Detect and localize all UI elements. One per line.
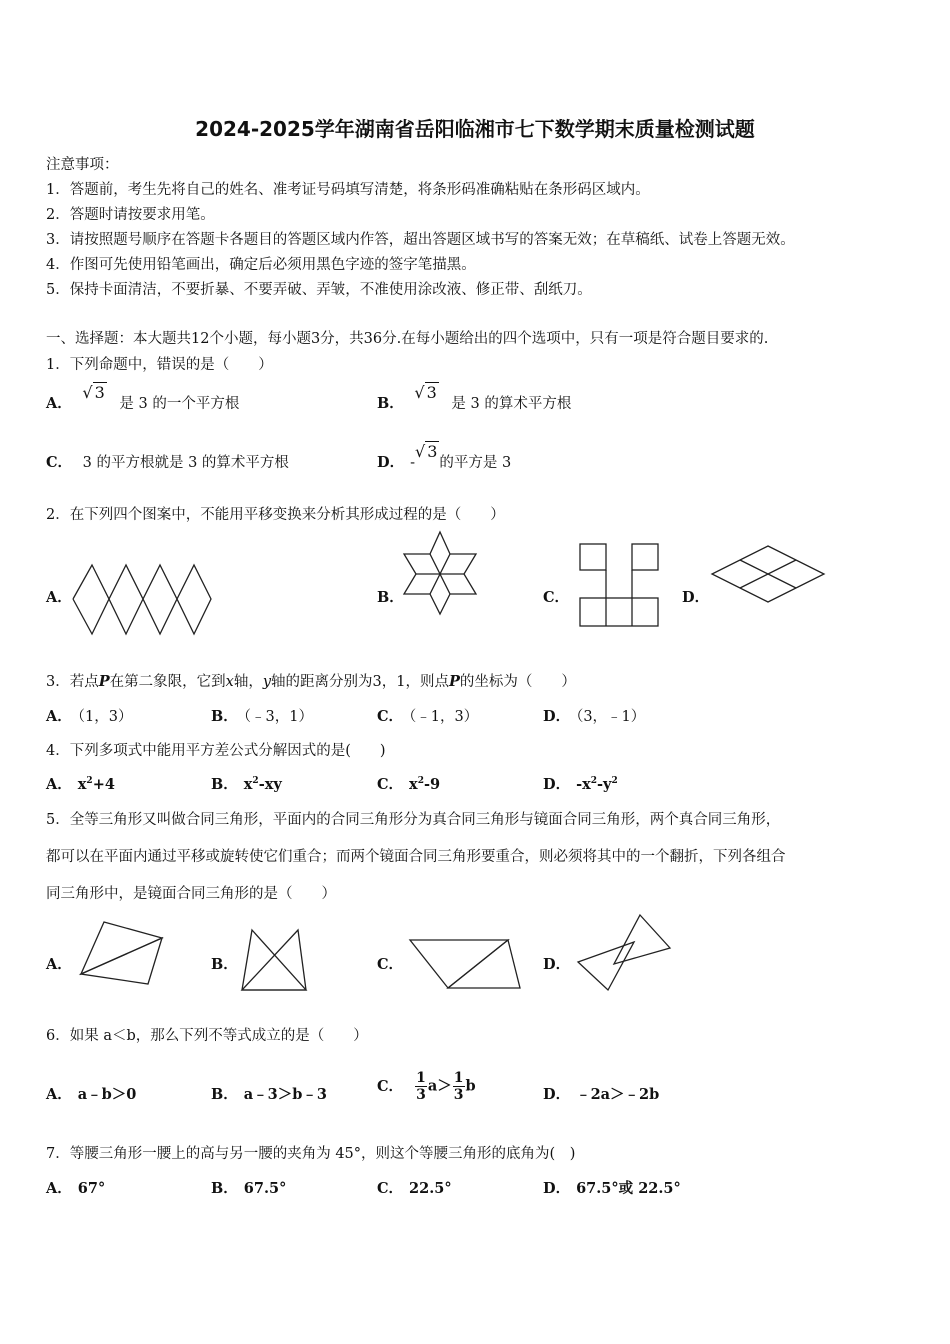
q6-c-fraction-1: $\frac{1}{3}$ — [416, 1070, 426, 1103]
q1-a-text: 是 3 的一个平方根 — [119, 396, 240, 412]
q1-d-letter: D． — [377, 454, 405, 471]
q5-label-a: A． — [46, 956, 72, 973]
section-heading: 一、选择题：本大题共12个小题，每小题3分，共36分.在每小题给出的四个选项中，只有一项是符合题目要求的. — [46, 331, 769, 347]
q5-label-d: D． — [543, 956, 571, 973]
q5-line-2: 都可以在平面内通过平移或旋转使它们重合；而两个镜面合同三角形要重合，则必须将其中的一个翻折，下列各组合 — [46, 849, 786, 865]
q6-option-c: C． $\frac{1}{3}$ a＞ $\frac{1}{3}$ b — [377, 1070, 476, 1103]
q5-line-1: 5．全等三角形又叫做合同三角形，平面内的合同三角形分为真合同三角形与镜面合同三角形，两个真合同三角形， — [46, 812, 781, 828]
q2-label-c: C． — [543, 589, 570, 606]
q6-option-b: B． a﹣3＞b﹣3 — [211, 1086, 327, 1103]
q1-b-sqrt: √ 3 — [414, 383, 437, 402]
q4-option-c: C． $x^2-9$ — [377, 776, 441, 793]
q3-stem: 3．若点P在第二象限，它到x轴，y轴的距离分别为3，1，则点P的坐标为（ ） — [46, 673, 576, 690]
q2-figure-b-star — [402, 530, 482, 638]
q7-option-b: B． 67.5° — [211, 1180, 287, 1197]
q2-stem: 2．在下列四个图案中，不能用平移变换来分析其形成过程的是（ ） — [46, 507, 505, 523]
page-title: 2024-2025学年湖南省岳阳临湘市七下数学期末质量检测试题 — [195, 117, 755, 141]
q1-option-b — [377, 383, 572, 413]
q2-figure-c-squares — [578, 542, 660, 630]
q2-figure-a-zigzag-rhombi — [70, 562, 215, 638]
notice-heading: 注意事项： — [46, 157, 119, 173]
q5-label-b: B． — [211, 956, 238, 973]
q1-option-c — [46, 451, 289, 472]
q3-option-d: D． （3，﹣1） — [543, 708, 646, 725]
q5-figure-a-triangles — [76, 918, 168, 988]
q1-a-sqrt: √ 3 — [82, 383, 105, 402]
q4-option-d: D． $-x^2-y^2$ — [543, 776, 618, 793]
q1-option-d — [377, 442, 512, 472]
q1-c-text: 3 的平方根就是 3 的算术平方根 — [82, 455, 289, 471]
notice-item-1: 1．答题前，考生先将自己的姓名、准考证号码填写清楚，将条形码准确粘贴在条形码区域内。 — [46, 182, 650, 198]
q6-stem: 6．如果 a＜b，那么下列不等式成立的是（ ） — [46, 1028, 368, 1044]
q6-option-a: A． a﹣b＞0 — [46, 1086, 137, 1103]
notice-item-3: 3．请按照题号顺序在答题卡各题目的答题区域内作答，超出答题区域书写的答案无效；在草稿纸、试卷上答题无效。 — [46, 232, 795, 248]
q2-figure-d-rhombus-grid — [708, 544, 828, 606]
q1-a-letter: A． — [46, 395, 72, 412]
notice-item-2: 2．答题时请按要求用笔。 — [46, 207, 215, 223]
q2-label-a: A． — [46, 589, 72, 606]
q3-option-a: A． （1，3） — [46, 708, 133, 725]
q4-option-a: A． $x^2+4$ — [46, 776, 115, 793]
q5-label-c: C． — [377, 956, 404, 973]
q1-b-letter: B． — [377, 395, 404, 412]
notice-item-4: 4．作图可先使用铅笔画出，确定后必须用黑色字迹的签字笔描黑。 — [46, 257, 476, 273]
q5-figure-d-triangles — [574, 912, 676, 994]
q7-option-d: D． 67.5°或 22.5° — [543, 1180, 681, 1197]
q1-d-text: 的平方是 3 — [439, 455, 512, 471]
q4-stem: 4．下列多项式中能用平方差公式分解因式的是( ) — [46, 743, 386, 759]
q1-option-a — [46, 383, 240, 413]
q1-b-text: 是 3 的算术平方根 — [451, 396, 572, 412]
q3-option-b: B． （﹣3，1） — [211, 708, 313, 725]
q5-figure-c-triangles — [408, 936, 524, 992]
q5-figure-b-triangles — [240, 926, 310, 994]
q1-stem: 1．下列命题中，错误的是（ ） — [46, 357, 273, 373]
q1-c-letter: C． — [46, 454, 73, 471]
q6-c-fraction-2: $\frac{1}{3}$ — [453, 1070, 464, 1103]
q1-d-minus: - — [410, 455, 415, 471]
q5-line-3: 同三角形中，是镜面合同三角形的是（ ） — [46, 886, 336, 902]
q3-option-c: C． （﹣1，3） — [377, 708, 479, 725]
q7-option-a: A． 67° — [46, 1180, 106, 1197]
q7-stem: 7．等腰三角形一腰上的高与另一腰的夹角为 45°，则这个等腰三角形的底角为( ) — [46, 1146, 576, 1162]
q6-option-d: D． ﹣2a＞﹣2b — [543, 1086, 660, 1103]
q4-option-b: B． $x^2-xy$ — [211, 776, 282, 793]
notice-item-5: 5．保持卡面清洁，不要折暴、不要弄破、弄皱，不准使用涂改液、修正带、刮纸刀。 — [46, 282, 592, 298]
q1-d-sqrt: √ 3 — [414, 442, 438, 461]
q7-option-c: C． 22.5° — [377, 1180, 452, 1197]
q2-label-d: D． — [682, 589, 710, 606]
q2-label-b: B． — [377, 589, 404, 606]
